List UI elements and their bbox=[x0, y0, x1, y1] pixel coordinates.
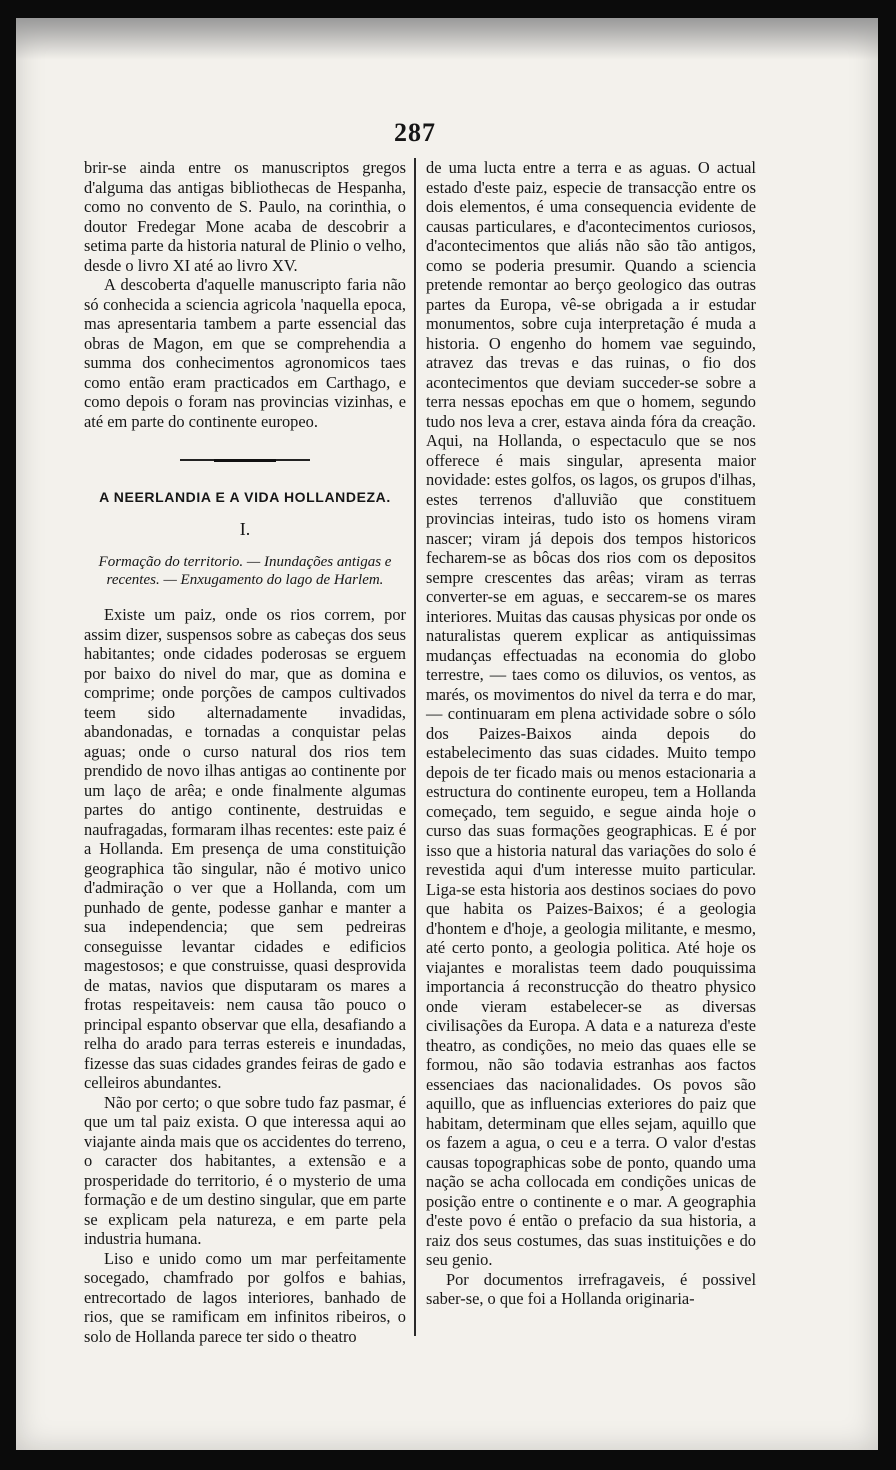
left-paragraph-5: Liso e unido como um mar perfeitamente socegado, chamfrado por golfos e bahias, entrecortado de lagos interiores, banhado de rios, que se ramificam em infinitos ribeiros, o solo de Hollanda parece ter sido o theatro bbox=[84, 1248, 406, 1346]
left-paragraph-3: Existe um paiz, onde os rios correm, por assim dizer, suspensos sobre as cabeças dos seus habitantes; onde cidades poderosas se erguem por baixo do nivel do mar, que as domina e comprime; onde porções de campos cultivados teem sido alternadamente invadidas, abandonadas, e tornadas a conquistar pelas aguas; onde o curso natural dos rios tem prendido de novo ilhas antigas ao continente por um laço de arêa; e onde finalmente algumas partes do antigo continente, destruidas e naufragadas, formaram ilhas recentes: este paiz é a Hollanda. Em presença de uma constituição geographica tão singular, não é motivo unico d'admiração o ver que a Hollanda, com um punhado de gente, podesse ganhar e manter a sua independencia; que sem pedreiras conseguisse levantar cidades e edificios magestosos; e que construisse, quasi desprovida de matas, navios que disputaram os mares a frotas respeitaveis: nem causa tão pouco o principal espanto observar que ella, desafiando a relha do arado para terras estereis e inundadas, fizesse das suas cidades grandes feiras de gado e celleiros abundantes. bbox=[84, 605, 406, 1092]
right-paragraph-1: de uma lucta entre a terra e as aguas. O actual estado d'este paiz, especie de transacção entre os dois elementos, é uma consequencia evidente de causas particulares, e d'acontecimentos curiosos, d'acontecimentos que aliás não são tão antigos, como se poderia presumir. Quando a sciencia pretende remontar ao berço geologico das outras partes da Europa, vê-se obrigada a ir estudar monumentos, sobre cuja interpretação é muda a historia. O engenho do homem vae seguindo, atravez das trevas e das ruinas, o fio dos acontecimentos que deviam succeder-se sobre a terra nessas epochas em que o homem, segundo tudo nos leva a crer, estava ainda fóra da creação. Aqui, na Hollanda, o espectaculo que se nos offerece é mais singular, apresenta maior novidade: estes golfos, os lagos, os grupos d'ilhas, estes terrenos d'alluvião que constituem provincias inteiras, tudo isto os homens viram nascer; viram já depois dos tempos historicos fecharem-se as bôcas dos rios com os depositos sempre crescentes das arêas; viram as terras converter-se em aguas, e seccarem-se os mares interiores. Muitas das causas physicas por onde os naturalistas querem explicar as antiquissimas mudanças effectuadas na economia do globo terrestre, — taes como os diluvios, os ventos, as marés, os movimentos do nivel da terra e do mar, — continuaram em plena actividade sobre o sólo dos Paizes-Baixos ainda depois do estabelecimento das suas cidades. Muito tempo depois de ter ficado mais ou menos estacionaria a estructura do continente europeu, tem a Hollanda começado, tem seguido, e segue ainda hoje o curso das suas formações geographicas. E é por isso que a historia natural das variações do solo é revestida aqui d'um interesse muito particular. Liga-se esta historia aos destinos sociaes do povo que habita os Paizes-Baixos; é a geologia d'hontem e d'hoje, a geologia militante, e mesmo, até certo ponto, a geologia politica. Até hoje os viajantes e moralistas teem dado pouquissima importancia á reconstrucção do theatro physico onde vieram estabelecer-se as diversas civilisações da Europa. A data e a natureza d'este theatro, as condições, no meio das quaes elle se formou, não são todavia estranhas aos factos essenciaes das nacionalidades. Os povos são aquillo, que as influencias exteriores do paiz que habitam, determinam que elles sejam, aquillo que os fazem a agua, o ceu e a terra. O valor d'estas causas topographicas sobe de ponto, quando uma nação se acha collocada em condições unicas de posição entre o continente e o mar. A geographia d'este povo é então o prefacio da sua historia, a raiz dos seus costumes, das suas instituições e do seu genio. bbox=[426, 158, 756, 1269]
book-page bbox=[16, 18, 878, 1450]
section-title: A NEERLANDIA E A VIDA HOLLANDEZA. bbox=[99, 489, 391, 505]
scan-edge-shadow bbox=[16, 18, 878, 60]
right-paragraph-2: Por documentos irrefragaveis, é possivel saber-se, o que foi a Hollanda originaria- bbox=[426, 1269, 756, 1308]
left-paragraph-4: Não por certo; o que sobre tudo faz pasmar, é que um tal paiz exista. O que interessa aqui ao viajante ainda mais que os accidentes do terreno, o caracter dos habitantes, a extensão e a prosperidade do territorio, é o mysterio de uma formação e de um destino singular, que em parte se explicam pela natureza, e em parte pela industria humana. bbox=[84, 1092, 406, 1248]
section-number: I. bbox=[239, 518, 251, 539]
column-divider-rule bbox=[414, 158, 416, 1336]
right-column bbox=[426, 158, 756, 1309]
left-intro-paragraph: brir-se ainda entre os manuscriptos gregos d'alguma das antigas bibliothecas de Hespanha, como no convento de S. Paulo, na corinthia, o doutor Fredegar Mone acaba de descobrir a setima parte da historia natural de Plinio o velho, desde o livro XI até ao livro XV. bbox=[84, 158, 406, 275]
left-paragraph-2: A descoberta d'aquelle manuscripto faria não só conhecida a sciencia agricola 'naquella epoca, mas apresentaria tambem a parte essencial das obras de Magon, em que se comprehendia a summa dos conhecimentos agronomicos taes como então eram practicados em Carthago, e como depois o foram nas provincias vizinhas, e até em parte do continente europeo. bbox=[84, 275, 406, 431]
section-separator-rule bbox=[180, 459, 310, 462]
section-summary: Formação do territorio. — Inundações antigas e recentes. — Enxugamento do lago de Harlem. bbox=[98, 554, 392, 588]
page-number: 287 bbox=[394, 118, 436, 147]
left-column bbox=[84, 158, 406, 1346]
